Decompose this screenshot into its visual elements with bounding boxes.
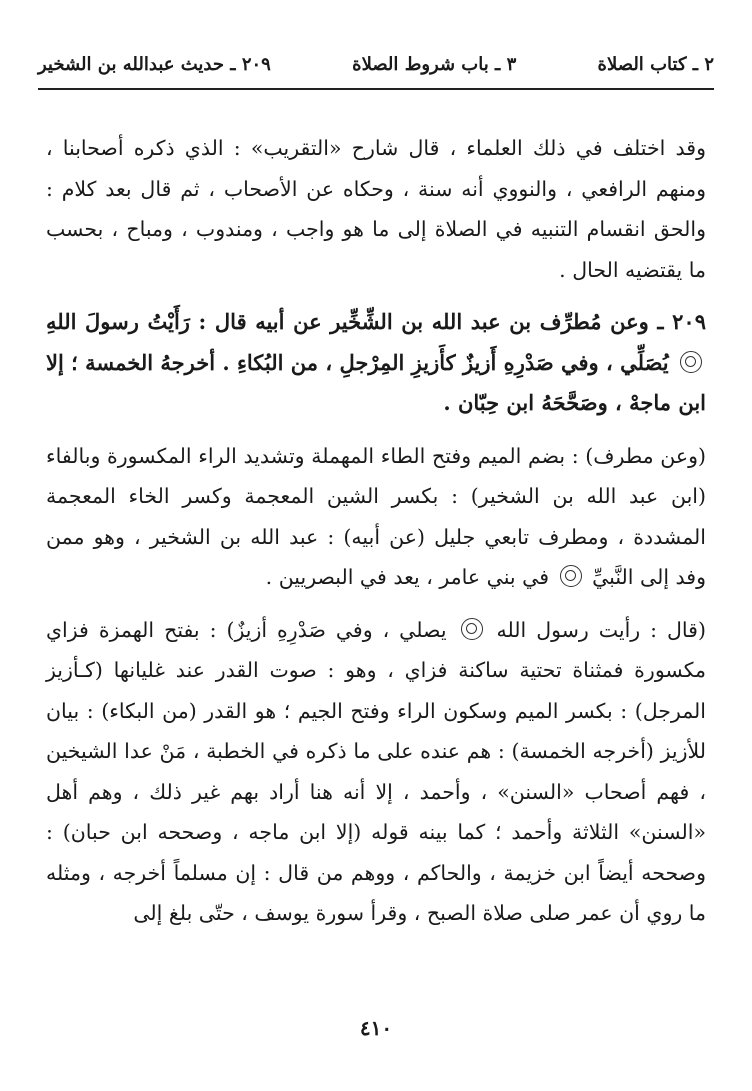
hadith-text: [46, 302, 706, 424]
commentary-narrator: [46, 436, 706, 598]
paragraph-intro: [46, 128, 706, 290]
commentary-text-part-2: يصلي ، وفي صَدْرِهِ أزيزٌ) : بفتح الهمزة فزاي مكسورة فمثناة تحتية ساكنة فزاي ، وهو : صوت القدر عند غليانها (كـأزيز المرجل) : بكسر الميم وسكون الراء وفتح الجيم ؛ هو القدر (من البكاء) : بيان للأزيز (أخرجه الخمسة) : هم عنده على ما ذكره في الخطبة ، مَنْ عدا الشيخين ، فهم أصحاب «السنن» ، وأحمد ، إلا أنه هنا أراد بهم غير ذلك ، وهم أهل «السنن» الثلاثة وأحمد ؛ كما بينه قوله (إلا ابن ماجه ، وصححه ابن حبان) : وصححه أيضاً ابن خزيمة ، والحاكم ، ووهم من قال : إن مسلماً أخرجه ، ومثله ما روي أن عمر صلى صلاة الصبح ، وقرأ سورة يوسف ، حتّى بلغ إلى: [46, 617, 706, 925]
salawat-glyph-icon: [461, 618, 483, 640]
page-body: [46, 128, 706, 946]
header-section: ٣ ـ باب شروط الصلاة: [352, 53, 517, 75]
hadith-text-part-2: يُصَلِّي ، وفي صَدْرِهِ أَزيزٌ كأَزيزِ المِرْجلِ ، من البُكاءِ . أخرجهُ الخمسة ؛ إلا ابن ماجهْ ، وصَحَّحَهُ ابن حِبّان .: [46, 349, 706, 415]
commentary-text-part-1: (قال : رأيت رسول الله: [496, 617, 706, 642]
hadith-text-part-1: ٢٠٩ ـ وعن مُطرِّف بن عبد الله بن الشِّخِّير عن أبيه قال : رَأَيْتُ رسولَ اللهِ: [46, 309, 706, 334]
salawat-glyph-icon: [560, 565, 582, 587]
commentary-text-part-2: في بني عامر ، يعد في البصريين .: [265, 565, 550, 589]
commentary-text-part-1: (وعن مطرف) : بضم الميم وفتح الطاء المهملة وتشديد الراء المكسورة وبالفاء (ابن عبد الله بن الشخير) : بكسر الشين المعجمة وكسر الخاء المعجمة المشددة ، ومطرف تابعي جليل (عن أبيه) : عبد الله بن الشخير ، وهو ممن وفد إلى النَّبيِّ: [46, 443, 706, 589]
paragraph-text: وقد اختلف في ذلك العلماء ، قال شارح «التقريب» : الذي ذكره أصحابنا ، ومنهم الرافعي ، والنووي أنه سنة ، وحكاه عن الأصحاب ، ثم قال بعد كلام : والحق انقسام التنبيه في الصلاة إلى ما هو واجب ، ومندوب ، ومباح ، بحسب ما يقتضيه الحال .: [46, 136, 706, 282]
commentary-explanation: [46, 610, 706, 934]
running-header: [38, 44, 714, 84]
header-chapter: ٢ ـ كتاب الصلاة: [597, 53, 714, 75]
header-divider: [38, 88, 714, 90]
header-hadith-ref: ٢٠٩ ـ حديث عبدالله بن الشخير: [38, 53, 271, 75]
salawat-glyph-icon: [680, 351, 702, 373]
page-number: ٤١٠: [359, 1016, 393, 1040]
